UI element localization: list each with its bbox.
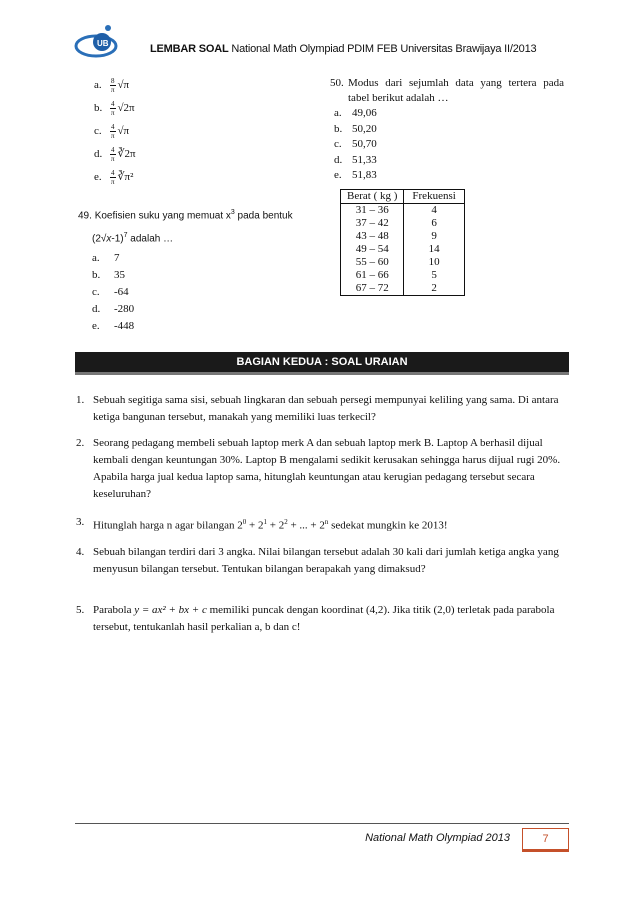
essay-item: 2. Seorang pedagang membeli sebuah laptop merk A dan sebuah laptop merk B. Laptop A berhasil dijual kembali dengan keuntungan 30%. Laptop B mengalami sedikit kerusakan sehingga harus dijual rugi 20%. Apabila harga jual kedua laptop sama, hitunglah keuntungan atau kerugian pedagang tersebut secara keseluruhan? (76, 437, 561, 500)
q50-option: c. 50,70 (334, 138, 377, 150)
q49-option: d. -280 (92, 302, 135, 315)
parabola-formula: y = ax² + bx + c (134, 604, 207, 616)
q49-option: e. -448 (92, 319, 135, 332)
section-banner: BAGIAN KEDUA : SOAL URAIAN (75, 352, 569, 375)
table-header: Berat ( kg ) (341, 190, 404, 204)
q50-option: d. 51,33 (334, 153, 377, 166)
svg-text:UB: UB (97, 39, 109, 48)
q50-stem: 50. Modus dari sejumlah data yang tertera pada tabel berikut adalah … (330, 77, 564, 104)
table-row: 67 – 72 2 (341, 282, 465, 296)
q49-option: b. 35 (92, 268, 125, 281)
q48-option: a. $\frac{8}{\pi}$ √π (94, 76, 130, 94)
essay-item: 5. Parabola y = ax² + bx + c memiliki puncak dengan koordinat (4,2). Jika titik (2,0) terletak pada parabola tersebut, tentukanlah hasil perkalian a, b dan c! (76, 604, 555, 633)
footer-title: National Math Olympiad 2013 (365, 832, 510, 844)
question-50 (330, 76, 570, 184)
q48-options (94, 74, 136, 189)
q49-line2: $(2√x-1)^7$ adalah … (92, 232, 174, 245)
q49-options (92, 250, 318, 335)
header-rest: National Math Olympiad PDIM FEB Universitas Brawijaya II/2013 (228, 43, 537, 55)
essay-item: 4. Sebuah bilangan terdiri dari 3 angka. Nilai bilangan tersebut adalah 30 kali dari jumlah ketiga angka yang menyusun bilangan tersebut. Tentukan bilangan berapakah yang dimaksud? (76, 546, 559, 575)
table-row: 49 – 54 14 (341, 243, 465, 256)
q50-option: b. 50,20 (334, 122, 377, 135)
q49-option: a. 7 (92, 251, 120, 264)
ub-logo-icon (74, 20, 120, 64)
table-row: 37 – 42 6 (341, 217, 465, 230)
question-49 (78, 203, 318, 335)
table-row: 43 – 48 9 (341, 230, 465, 243)
table-header: Frekuensi (404, 190, 464, 204)
q48-option: c. $\frac{4}{\pi}$ √π (94, 122, 130, 140)
q48-option: e. $\frac{4}{\pi}$ ∛π² (94, 168, 134, 186)
q49-line1: 49. Koefisien suku yang memuat $x^3$ pada bentuk (78, 209, 293, 222)
q49-option: c. -64 (92, 285, 129, 298)
essay-item: 1. Sebuah segitiga sama sisi, sebuah lingkaran dan sebuah persegi mempunyai keliling yang sama. Di antara ketiga bangunan tersebut, manakah yang memiliki luas terkecil? (76, 394, 559, 423)
q50-options (334, 106, 570, 184)
table-row: 61 – 66 5 (341, 269, 465, 282)
q48-option: d. $\frac{4}{\pi}$ ∛2π (94, 145, 136, 163)
page-header (150, 43, 536, 55)
table-row: 31 – 36 4 (341, 204, 465, 218)
header-bold: LEMBAR SOAL (150, 43, 229, 55)
table-row: 55 – 60 10 (341, 256, 465, 269)
essay-item: 3. Hitunglah harga n agar bilangan $2^0 + 2^1 + 2^2$ + ... + $2^n$ sedekat mungkin ke 2013! (76, 516, 448, 532)
q50-option: e. 51,83 (334, 169, 377, 181)
footer-divider (75, 823, 569, 824)
q50-option: a. 49,06 (334, 107, 377, 119)
page-number: 7 (522, 828, 569, 852)
table-header-row (341, 190, 465, 204)
q48-option: b. $\frac{4}{\pi}$ √2π (94, 99, 135, 117)
frequency-table (340, 189, 465, 296)
